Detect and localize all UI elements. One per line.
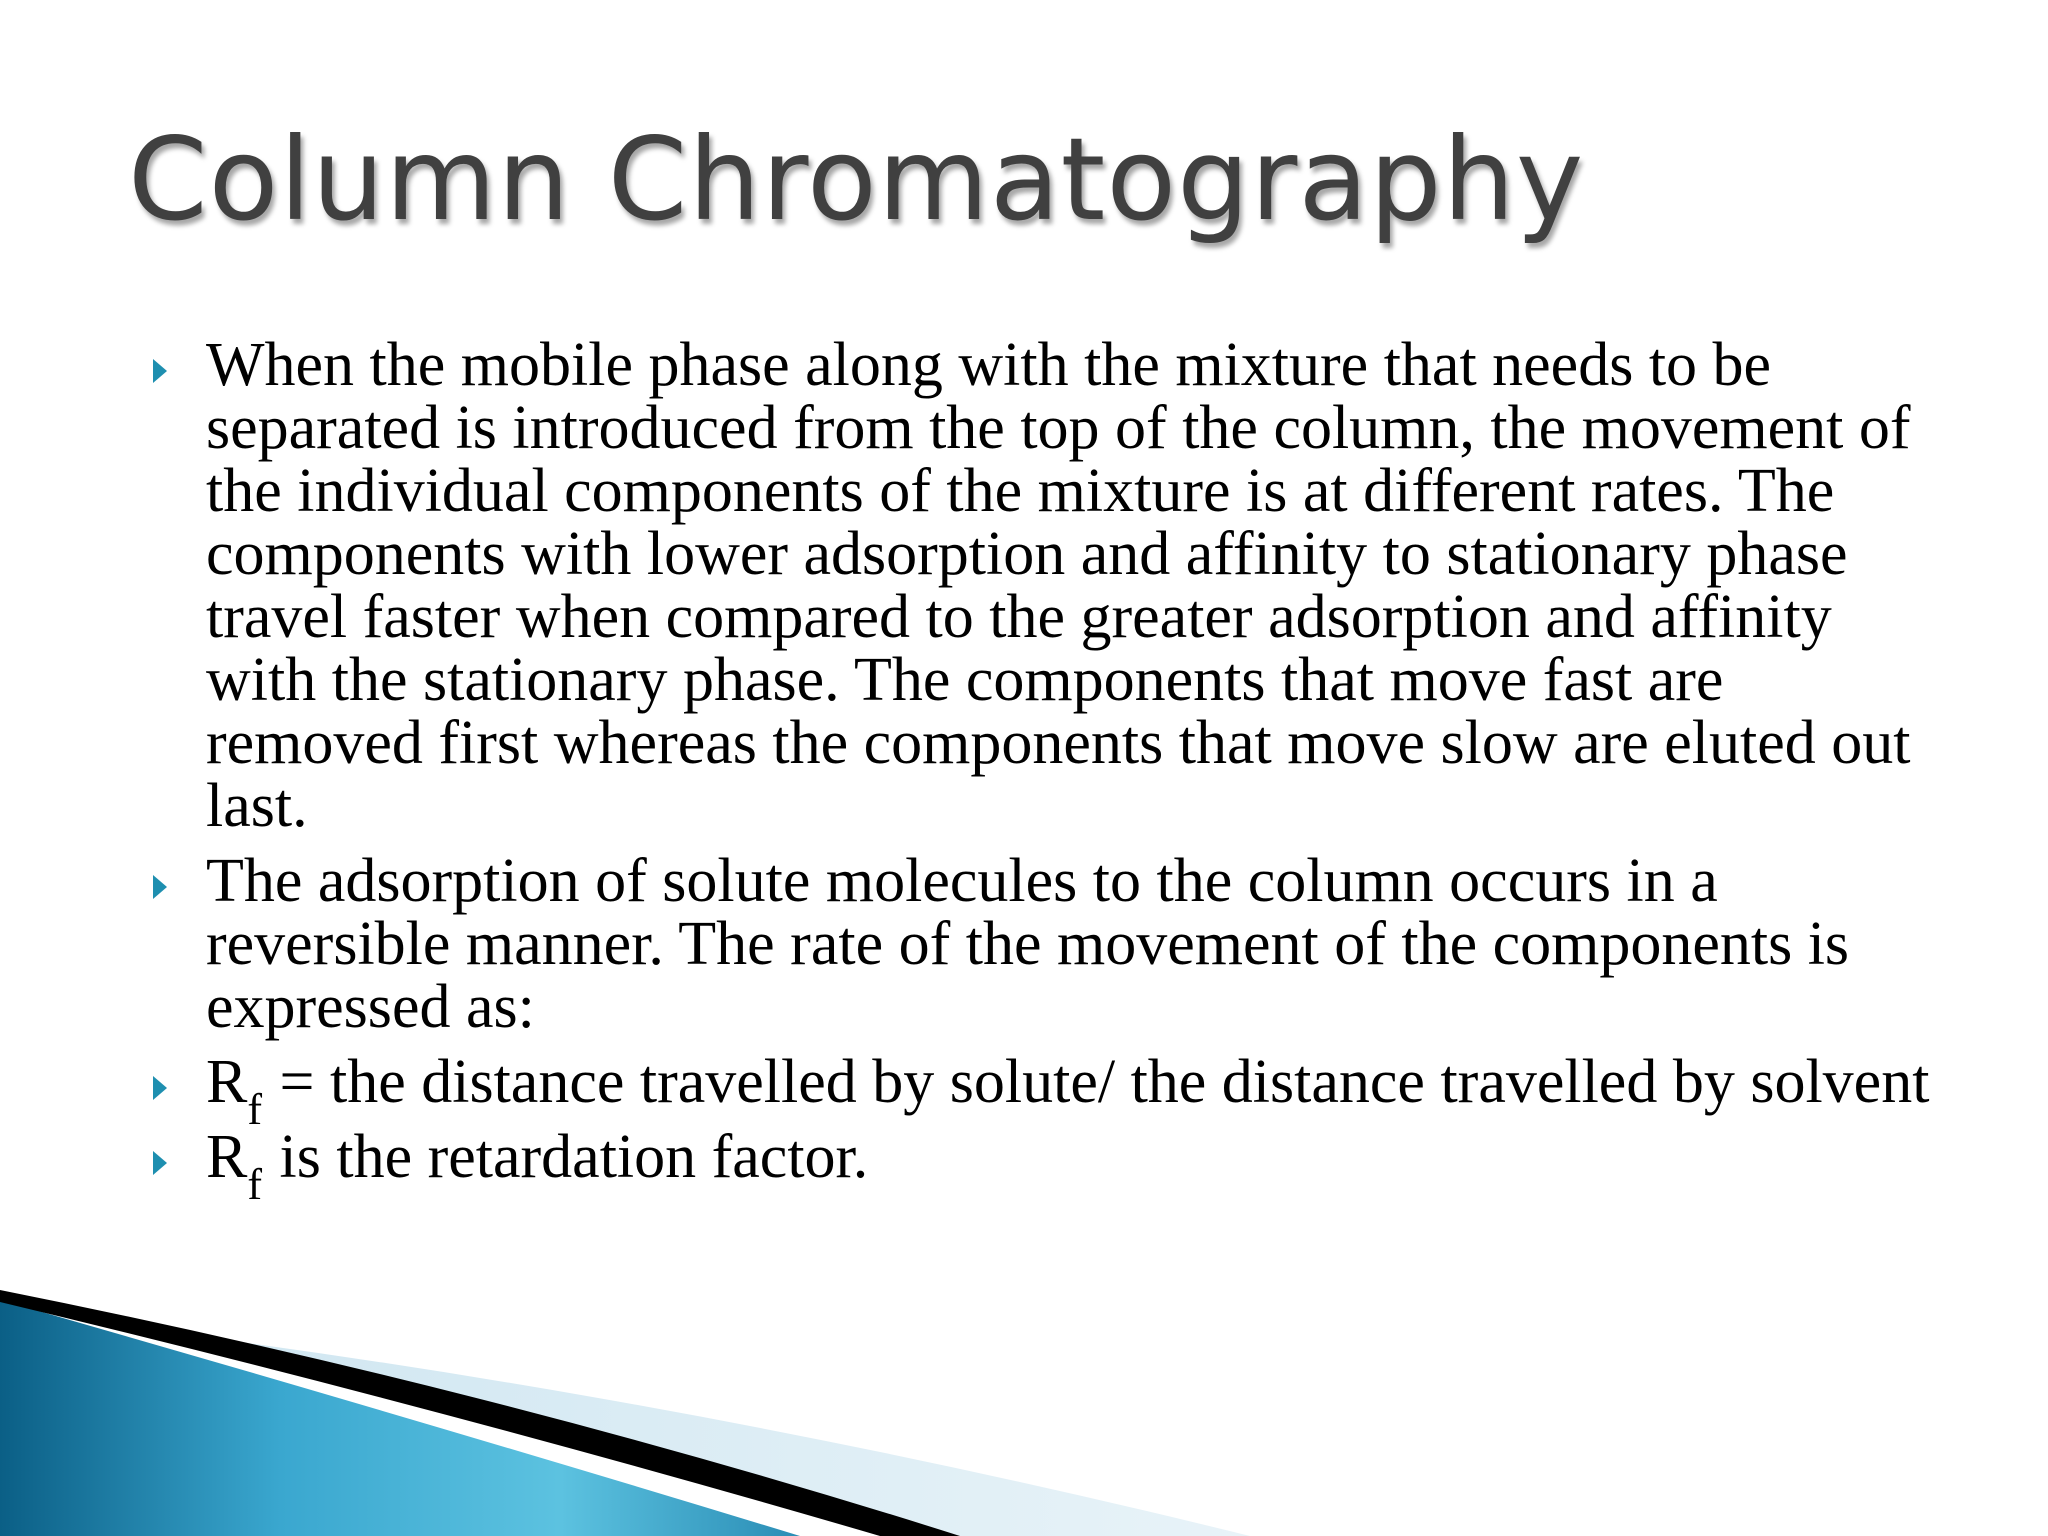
rf-subscript: f — [247, 1160, 263, 1209]
bullet-text: The adsorption of solute molecules to the column occurs in a reversible manner. The rate of the movement of the components is expressed as: — [206, 847, 1850, 1041]
bullet-arrow-icon — [153, 875, 167, 899]
bullet-item-1 — [140, 331, 1940, 840]
bullet-item-4 — [140, 1123, 1940, 1209]
bullet-arrow-icon — [153, 1151, 167, 1175]
swoosh-black-stripe — [0, 1290, 960, 1536]
bullet-text: When the mobile phase along with the mixture that needs to be separated is introduced from the top of the column, the movement of the individual components of the mixture is at different rates. The components with lower adsorption and affinity to stationary phase travel faster when compared to the greater adsorption and affinity with the stationary phase. The components that move fast are removed first whereas the components that move slow are eluted out last. — [206, 331, 1911, 840]
bullet-text: = the distance travelled by solute/ the distance travelled by solvent — [264, 1048, 1930, 1116]
bullet-item-3 — [140, 1048, 1940, 1134]
bullet-arrow-icon — [153, 1076, 167, 1100]
bullet-list — [140, 331, 1940, 1209]
swoosh-blue-band — [0, 1300, 800, 1536]
rf-symbol: R — [206, 1123, 248, 1191]
bullet-text: is the retardation factor. — [264, 1123, 869, 1191]
bullet-arrow-icon — [153, 359, 167, 383]
slide-title: Column Chromatography — [128, 113, 1585, 246]
bullet-item-2 — [140, 847, 1940, 1041]
rf-subscript: f — [247, 1085, 263, 1134]
rf-symbol: R — [206, 1048, 248, 1116]
swoosh-pale-band — [150, 1330, 1250, 1536]
